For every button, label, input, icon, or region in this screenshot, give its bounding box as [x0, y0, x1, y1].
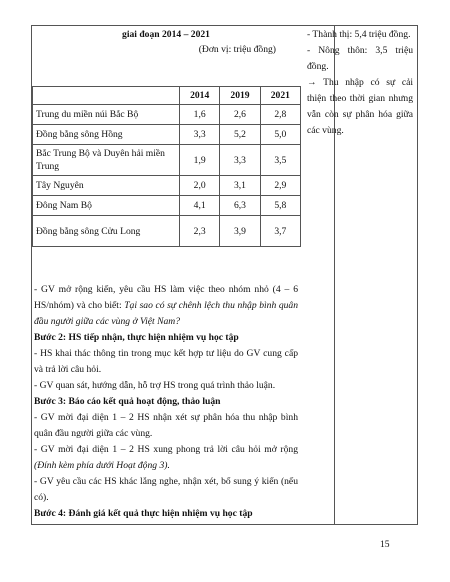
- paragraph: - GV quan sát, hướng dẫn, hỗ trợ HS trong quá trình thảo luận.: [34, 380, 276, 391]
- table-unit: (Đơn vị: triệu đồng): [198, 44, 276, 55]
- table-row: [33, 125, 301, 145]
- header-cell: [33, 87, 180, 105]
- value-cell: 2,0: [180, 176, 220, 196]
- income-table: [32, 86, 301, 247]
- table-row: [33, 105, 301, 125]
- right-line: - Nông thôn: 3,5 triệu đồng.: [307, 45, 413, 72]
- value-cell: 3,7: [260, 216, 300, 247]
- paragraph: [34, 442, 298, 474]
- value-cell: 3,5: [260, 145, 300, 176]
- value-cell: 6,3: [220, 196, 260, 216]
- region-cell: Đông Nam Bộ: [33, 196, 180, 216]
- step-heading: Bước 3: Báo cáo kết quả hoạt động, thảo luận: [34, 396, 221, 407]
- right-line: → Thu nhập có sự cải thiện theo thời gian nhưng vẫn còn sự phân hóa giữa các vùng.: [307, 77, 413, 136]
- value-cell: 2,6: [220, 105, 260, 125]
- table-row: [33, 216, 301, 247]
- header-cell: 2019: [220, 87, 260, 105]
- region-cell: Đồng bằng sông Hồng: [33, 125, 180, 145]
- value-cell: 4,1: [180, 196, 220, 216]
- paragraph: - HS khai thác thông tin trong mục kết hợp tư liệu do GV cung cấp và trả lời câu hỏi.: [34, 348, 298, 375]
- table-row: [33, 145, 301, 176]
- step-heading: Bước 4: Đánh giá kết quả thực hiện nhiệm vụ học tập: [34, 508, 253, 519]
- region-cell: Bắc Trung Bộ và Duyên hải miền Trung: [33, 145, 180, 176]
- value-cell: 1,6: [180, 105, 220, 125]
- step-heading: Bước 2: HS tiếp nhận, thực hiện nhiệm vụ học tập: [34, 332, 239, 343]
- value-cell: 5,8: [260, 196, 300, 216]
- region-cell: Tây Nguyên: [33, 176, 180, 196]
- text: - GV mở rộng kiến, yêu cầu HS làm việc theo nhóm nhỏ (4 – 6 HS/nhóm) và cho biết:: [34, 284, 298, 311]
- paragraph: - GV mời đại diện 1 – 2 HS nhận xét sự phân hóa thu nhập bình quân đầu người giữa các vùng.: [34, 412, 298, 439]
- header-cell: 2014: [180, 87, 220, 105]
- value-cell: 2,8: [260, 105, 300, 125]
- table-header-row: [33, 87, 301, 105]
- note-text: (Đính kèm phía dưới Hoạt động 3).: [34, 460, 170, 471]
- right-column: [307, 27, 413, 139]
- table-title: giai đoạn 2014 – 2021: [122, 29, 210, 40]
- header-cell: 2021: [260, 87, 300, 105]
- left-column-header: [34, 27, 298, 57]
- value-cell: 3,3: [180, 125, 220, 145]
- text: - GV mời đại diện 1 – 2 HS xung phong trả lời câu hỏi mở rộng: [34, 444, 298, 455]
- value-cell: 5,2: [220, 125, 260, 145]
- value-cell: 1,9: [180, 145, 220, 176]
- table-row: [33, 196, 301, 216]
- page-number: 15: [380, 539, 390, 550]
- region-cell: Trung du miền núi Bắc Bộ: [33, 105, 180, 125]
- value-cell: 3,3: [220, 145, 260, 176]
- question-text: Tại sao có sự chênh lệch thu nhập bình quân đầu người giữa các vùng ở Việt Nam?: [34, 300, 299, 327]
- value-cell: 2,9: [260, 176, 300, 196]
- value-cell: 3,9: [220, 216, 260, 247]
- value-cell: 3,1: [220, 176, 260, 196]
- value-cell: 2,3: [180, 216, 220, 247]
- paragraph: - GV yêu cầu các HS khác lắng nghe, nhận xét, bổ sung ý kiến (nếu có).: [34, 476, 298, 503]
- paragraph: [34, 282, 298, 330]
- right-line: - Thành thị: 5,4 triệu đồng.: [307, 29, 411, 40]
- table-row: [33, 176, 301, 196]
- value-cell: 5,0: [260, 125, 300, 145]
- activity-steps: [34, 282, 298, 522]
- region-cell: Đồng bằng sông Cửu Long: [33, 216, 180, 247]
